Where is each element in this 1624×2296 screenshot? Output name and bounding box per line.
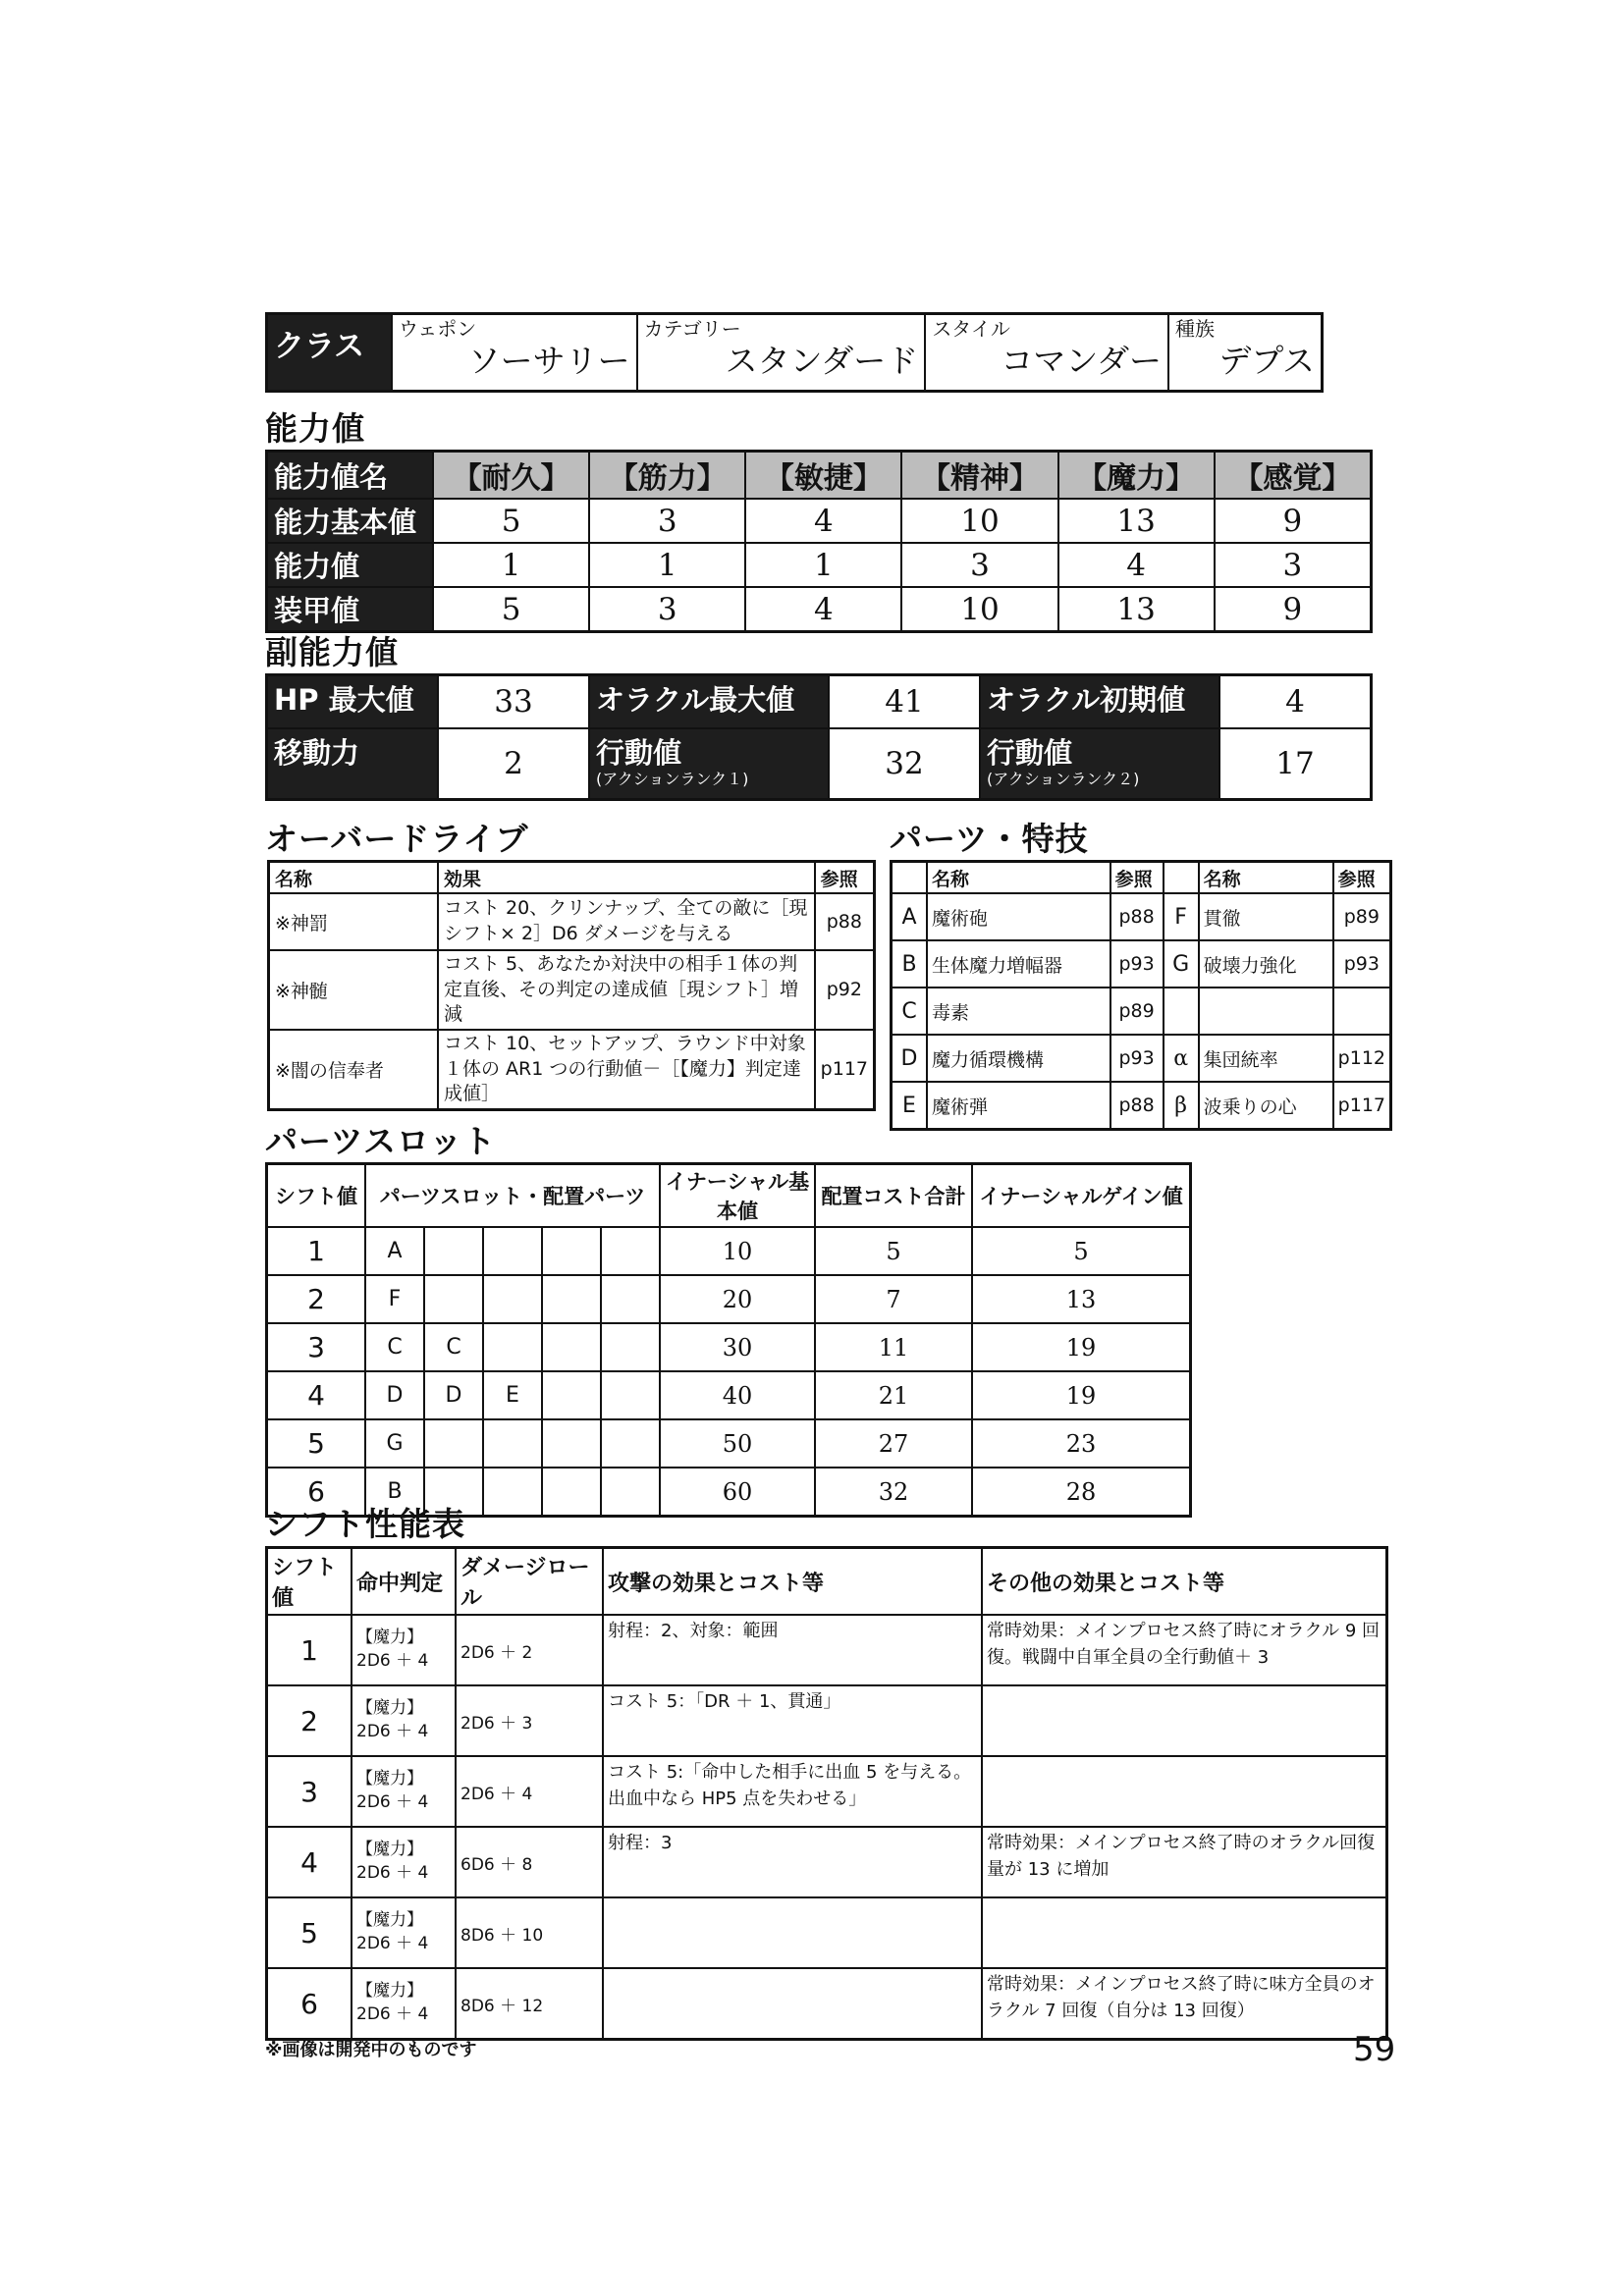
slot-cell (424, 1227, 483, 1275)
slot-cost-header: 配置コスト合計 (815, 1164, 972, 1228)
slot-cell: B (365, 1468, 424, 1517)
slot-inertial-base: 30 (660, 1323, 815, 1371)
shift-performance-table (265, 1546, 1388, 2041)
overdrive-table (267, 860, 876, 1111)
damage-roll: 2D6 ＋ 2 (456, 1615, 603, 1685)
slot-gain: 23 (972, 1419, 1191, 1468)
shift-row (267, 1685, 1387, 1756)
weapon-cell (392, 314, 637, 392)
ability-value: 1 (745, 543, 901, 587)
parts-name-header: 名称 (927, 862, 1110, 894)
action1-sub: (アクションランク１) (596, 769, 749, 788)
parts-name: 集団統率 (1199, 1035, 1333, 1082)
race-cell (1168, 314, 1322, 392)
parts-ref: p112 (1333, 1035, 1391, 1082)
od-ref: p88 (815, 893, 875, 950)
parts-key: C (892, 988, 928, 1035)
hit-dice: 2D6 ＋ 4 (356, 1934, 429, 1953)
damage-header: ダメージロール (456, 1548, 603, 1616)
parts-key: α (1164, 1035, 1199, 1082)
parts-name: 毒素 (927, 988, 1110, 1035)
parts-ref: p93 (1110, 940, 1164, 988)
base-value: 13 (1058, 499, 1215, 543)
slot-inertial-base: 10 (660, 1227, 815, 1275)
slot-gain: 5 (972, 1227, 1191, 1275)
class-table (265, 312, 1324, 393)
od-name: ※闇の信奉者 (269, 1030, 439, 1109)
slot-cell: E (483, 1371, 542, 1419)
weapon-label: ウェポン (399, 317, 477, 341)
hit-dice: 2D6 ＋ 4 (356, 2004, 429, 2024)
slot-row (267, 1419, 1191, 1468)
hit-stat: 【魔力】 (356, 1840, 423, 1860)
hit-stat: 【魔力】 (356, 1698, 423, 1719)
slot-cell (601, 1419, 660, 1468)
hit-check (352, 1615, 456, 1685)
slot-row (267, 1323, 1191, 1371)
damage-roll: 8D6 ＋ 12 (456, 1968, 603, 2040)
sub-ability-table (265, 673, 1373, 801)
other-effect: 常時効果：メインプロセス終了時のオラクル回復量が 13 に増加 (982, 1827, 1387, 1897)
slot-cost: 11 (815, 1323, 972, 1371)
overdrive-section-title: オーバードライブ (265, 820, 529, 858)
action2-label: 行動値 (987, 735, 1073, 770)
parts-ref: p93 (1110, 1035, 1164, 1082)
slot-inertial-base: 40 (660, 1371, 815, 1419)
hit-stat: 【魔力】 (356, 1769, 423, 1789)
slot-gain: 28 (972, 1468, 1191, 1517)
base-row-header: 能力基本値 (267, 499, 434, 543)
slot-cell: A (365, 1227, 424, 1275)
parts-name (1199, 988, 1333, 1035)
parts-ref: p117 (1333, 1082, 1391, 1130)
shift-value: 1 (267, 1615, 352, 1685)
parts-ref: p89 (1110, 988, 1164, 1035)
parts-key: F (1164, 893, 1199, 940)
slot-inertial-base: 60 (660, 1468, 815, 1517)
slot-cell (542, 1419, 601, 1468)
slot-row (267, 1371, 1191, 1419)
attack-effect (603, 1968, 982, 2040)
armor-value: 10 (901, 587, 1057, 632)
category-value: スタンダード (725, 342, 919, 380)
other-effect (982, 1685, 1387, 1756)
hit-dice: 2D6 ＋ 4 (356, 1722, 429, 1741)
od-name-header: 名称 (269, 862, 439, 894)
slot-cell: C (365, 1323, 424, 1371)
slot-cell (424, 1275, 483, 1323)
attack-effect-header: 攻撃の効果とコスト等 (603, 1548, 982, 1616)
slot-row (267, 1227, 1191, 1275)
od-ref-header: 参照 (815, 862, 875, 894)
base-value: 5 (433, 499, 589, 543)
ability-value: 1 (433, 543, 589, 587)
slot-cell: F (365, 1275, 424, 1323)
slot-cell (601, 1468, 660, 1517)
od-name: ※神罰 (269, 893, 439, 950)
slot-cell (483, 1468, 542, 1517)
slot-cell (483, 1419, 542, 1468)
attack-effect (603, 1897, 982, 1968)
hit-check (352, 1827, 456, 1897)
shift-value: 5 (267, 1897, 352, 1968)
shift-header: シフト値 (267, 1548, 352, 1616)
shift-row (267, 1968, 1387, 2040)
action2-value: 17 (1219, 728, 1372, 800)
col-magic: 【魔力】 (1058, 452, 1215, 500)
slot-cost: 7 (815, 1275, 972, 1323)
parts-row (892, 988, 1391, 1035)
shift-value: 2 (267, 1685, 352, 1756)
parts-name: 魔力循環機構 (927, 1035, 1110, 1082)
shift-value: 6 (267, 1968, 352, 2040)
action1-label: 行動値 (596, 735, 682, 770)
od-effect-header: 効果 (438, 862, 815, 894)
parts-row (892, 1035, 1391, 1082)
od-row (269, 893, 875, 950)
hp-max-label: HP 最大値 (267, 675, 439, 728)
parts-key: G (1164, 940, 1199, 988)
parts-ref-header: 参照 (1110, 862, 1164, 894)
move-value: 2 (438, 728, 589, 800)
parts-slot-table (265, 1162, 1192, 1518)
other-effect (982, 1897, 1387, 1968)
parts-ref: p88 (1110, 1082, 1164, 1130)
damage-roll: 6D6 ＋ 8 (456, 1827, 603, 1897)
damage-roll: 8D6 ＋ 10 (456, 1897, 603, 1968)
parts-name: 波乗りの心 (1199, 1082, 1333, 1130)
armor-value: 3 (589, 587, 745, 632)
slot-shift: 4 (267, 1371, 366, 1419)
ability-value: 4 (1058, 543, 1215, 587)
slot-shift: 3 (267, 1323, 366, 1371)
shift-row (267, 1897, 1387, 1968)
slot-gain-header: イナーシャルゲイン値 (972, 1164, 1191, 1228)
attack-effect: コスト 5:「命中した相手に出血 5 を与える。出血中なら HP5 点を失わせる」 (603, 1756, 982, 1827)
ability-name-header: 能力値名 (267, 452, 434, 500)
parts-name: 生体魔力増幅器 (927, 940, 1110, 988)
hit-stat: 【魔力】 (356, 1628, 423, 1648)
parts-name-header: 名称 (1199, 862, 1333, 894)
slot-cell (483, 1275, 542, 1323)
parts-key: D (892, 1035, 928, 1082)
parts-table (890, 860, 1392, 1131)
slot-cell (601, 1275, 660, 1323)
col-strength: 【筋力】 (589, 452, 745, 500)
parts-key: B (892, 940, 928, 988)
ability-section-title: 能力値 (265, 409, 365, 448)
od-row (269, 1030, 875, 1109)
slot-cell (542, 1227, 601, 1275)
parts-key (1164, 988, 1199, 1035)
slot-cost: 21 (815, 1371, 972, 1419)
damage-roll: 2D6 ＋ 4 (456, 1756, 603, 1827)
slot-shift: 1 (267, 1227, 366, 1275)
slots-section-title: パーツスロット (265, 1122, 497, 1160)
od-ref: p92 (815, 950, 875, 1030)
parts-name: 魔術砲 (927, 893, 1110, 940)
style-cell (925, 314, 1168, 392)
hit-stat: 【魔力】 (356, 1910, 423, 1931)
other-effect: 常時効果：メインプロセス終了時に味方全員のオラクル 7 回復（自分は 13 回復） (982, 1968, 1387, 2040)
attack-effect: コスト 5：「DR ＋ 1、貫通」 (603, 1685, 982, 1756)
slot-inertial-base-header: イナーシャル基本値 (660, 1164, 815, 1228)
parts-row (892, 1082, 1391, 1130)
slot-cell (483, 1227, 542, 1275)
slot-gain: 13 (972, 1275, 1191, 1323)
col-spirit: 【精神】 (901, 452, 1057, 500)
armor-value: 9 (1215, 587, 1372, 632)
armor-value: 5 (433, 587, 589, 632)
slot-inertial-base: 50 (660, 1419, 815, 1468)
slot-cost: 32 (815, 1468, 972, 1517)
parts-name: 魔術弾 (927, 1082, 1110, 1130)
slot-shift: 2 (267, 1275, 366, 1323)
oracle-max-value: 41 (829, 675, 980, 728)
parts-key: E (892, 1082, 928, 1130)
oracle-max-label: オラクル最大値 (589, 675, 829, 728)
base-value: 10 (901, 499, 1057, 543)
hit-stat: 【魔力】 (356, 1981, 423, 2002)
slot-cell: C (424, 1323, 483, 1371)
shift-section-title: シフト性能表 (265, 1505, 465, 1543)
style-value: コマンダー (1001, 342, 1163, 380)
hp-max-value: 33 (438, 675, 589, 728)
slot-cell (483, 1323, 542, 1371)
od-ref: p117 (815, 1030, 875, 1109)
base-value: 3 (589, 499, 745, 543)
damage-roll: 2D6 ＋ 3 (456, 1685, 603, 1756)
armor-value: 4 (745, 587, 901, 632)
hit-dice: 2D6 ＋ 4 (356, 1792, 429, 1812)
other-effect: 常時効果：メインプロセス終了時にオラクル 9 回復。戦闘中自軍全員の全行動値＋ 3 (982, 1615, 1387, 1685)
other-effect (982, 1756, 1387, 1827)
sub-ability-section-title: 副能力値 (265, 633, 399, 671)
hit-dice: 2D6 ＋ 4 (356, 1651, 429, 1671)
parts-ref: p89 (1333, 893, 1391, 940)
slot-shift-header: シフト値 (267, 1164, 366, 1228)
parts-name: 破壊力強化 (1199, 940, 1333, 988)
slot-cell (601, 1371, 660, 1419)
shift-row (267, 1615, 1387, 1685)
parts-ref: p88 (1110, 893, 1164, 940)
slot-cost: 5 (815, 1227, 972, 1275)
slot-gain: 19 (972, 1371, 1191, 1419)
action2-label-cell (980, 728, 1219, 800)
armor-value: 13 (1058, 587, 1215, 632)
slot-cell (542, 1323, 601, 1371)
ability-table (265, 450, 1373, 633)
parts-ref: p93 (1333, 940, 1391, 988)
parts-row (892, 940, 1391, 988)
slot-cell (601, 1323, 660, 1371)
action1-label-cell (589, 728, 829, 800)
hit-check (352, 1897, 456, 1968)
hit-dice: 2D6 ＋ 4 (356, 1863, 429, 1883)
od-effect: コスト 10、セットアップ、ラウンド中対象１体の AR1 つの行動値－［【魔力】判定達成値］ (438, 1030, 815, 1109)
ability-value: 3 (1215, 543, 1372, 587)
category-label: カテゴリー (643, 317, 741, 341)
slot-cell (542, 1275, 601, 1323)
move-label: 移動力 (267, 728, 439, 800)
parts-section-title: パーツ・特技 (890, 820, 1089, 858)
attack-effect: 射程：3 (603, 1827, 982, 1897)
col-durability: 【耐久】 (433, 452, 589, 500)
footnote: ※画像は開発中のものです (265, 2040, 477, 2060)
slot-cell (542, 1468, 601, 1517)
ability-value: 1 (589, 543, 745, 587)
weapon-value: ソーサリー (467, 342, 630, 380)
parts-ref-header: 参照 (1333, 862, 1391, 894)
slot-shift: 5 (267, 1419, 366, 1468)
hit-header: 命中判定 (352, 1548, 456, 1616)
hit-check (352, 1968, 456, 2040)
shift-row (267, 1827, 1387, 1897)
slot-parts-header: パーツスロット・配置パーツ (365, 1164, 660, 1228)
od-effect: コスト 20、クリンナップ、全ての敵に［現シフト× 2］D6 ダメージを与える (438, 893, 815, 950)
slot-inertial-base: 20 (660, 1275, 815, 1323)
race-value: デプス (1218, 342, 1315, 380)
col-agility: 【敏捷】 (745, 452, 901, 500)
base-value: 4 (745, 499, 901, 543)
slot-shift: 6 (267, 1468, 366, 1517)
parts-row (892, 893, 1391, 940)
oracle-init-value: 4 (1219, 675, 1372, 728)
action2-sub: (アクションランク２) (987, 769, 1140, 788)
category-cell (637, 314, 926, 392)
value-row-header: 能力値 (267, 543, 434, 587)
slot-cell (542, 1371, 601, 1419)
race-label: 種族 (1175, 317, 1216, 341)
parts-key: A (892, 893, 928, 940)
col-sense: 【感覚】 (1215, 452, 1372, 500)
shift-row (267, 1756, 1387, 1827)
slot-cell (424, 1419, 483, 1468)
ability-value: 3 (901, 543, 1057, 587)
od-name: ※神髄 (269, 950, 439, 1030)
slot-row (267, 1275, 1191, 1323)
od-effect: コスト 5、あなたか対決中の相手１体の判定直後、その判定の達成値［現シフト］増減 (438, 950, 815, 1030)
slot-cell: G (365, 1419, 424, 1468)
other-effect-header: その他の効果とコスト等 (982, 1548, 1387, 1616)
hit-check (352, 1756, 456, 1827)
shift-value: 3 (267, 1756, 352, 1827)
slot-cost: 27 (815, 1419, 972, 1468)
oracle-init-label: オラクル初期値 (980, 675, 1219, 728)
armor-row-header: 装甲値 (267, 587, 434, 632)
page-number: 59 (1353, 2030, 1396, 2069)
od-row (269, 950, 875, 1030)
class-header: クラス (267, 314, 393, 392)
parts-name: 貫徹 (1199, 893, 1333, 940)
parts-ref (1333, 988, 1391, 1035)
slot-cell: D (424, 1371, 483, 1419)
slot-cell: D (365, 1371, 424, 1419)
hit-check (352, 1685, 456, 1756)
parts-key: β (1164, 1082, 1199, 1130)
shift-value: 4 (267, 1827, 352, 1897)
style-label: スタイル (932, 317, 1010, 341)
attack-effect: 射程：2、対象：範囲 (603, 1615, 982, 1685)
base-value: 9 (1215, 499, 1372, 543)
slot-cell (601, 1227, 660, 1275)
slot-gain: 19 (972, 1323, 1191, 1371)
action1-value: 32 (829, 728, 980, 800)
